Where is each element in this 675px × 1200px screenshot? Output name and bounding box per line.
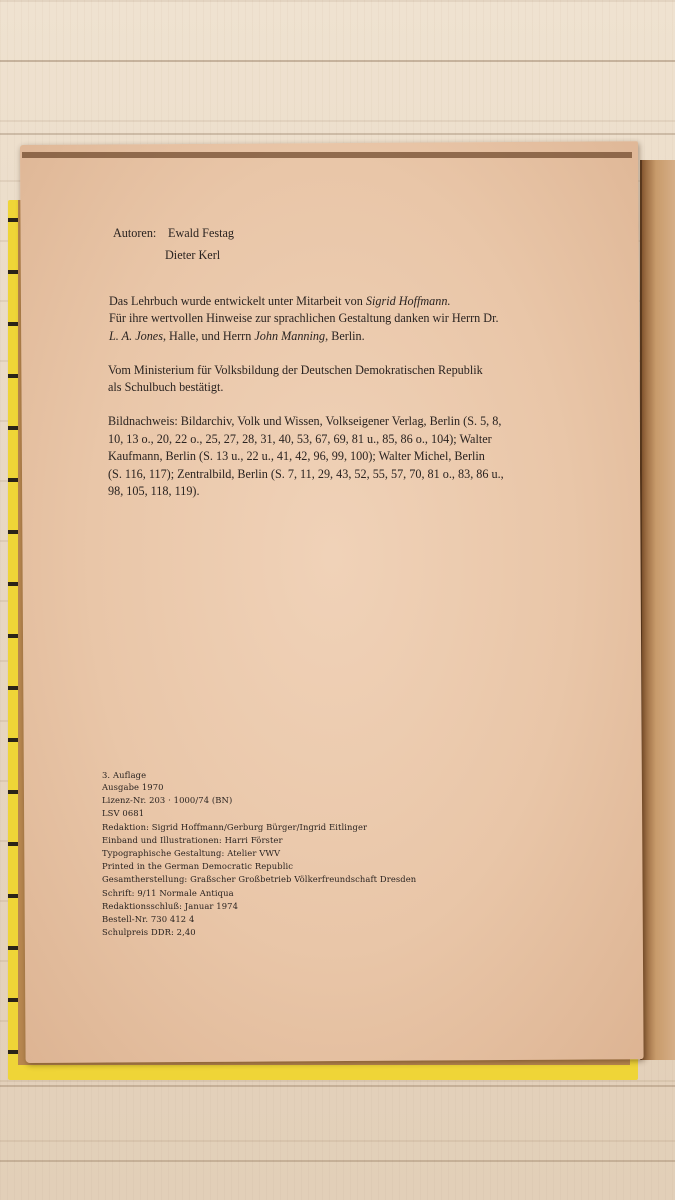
imprint-line: Redaktion: Sigrid Hoffmann/Gerburg Bürger/Ingrid Eitlinger (102, 822, 368, 832)
imprint-line: Typographische Gestaltung: Atelier VWV (102, 848, 281, 858)
picture-credits-line: Kaufmann, Berlin (S. 13 u., 22 u., 41, 42, 96, 99, 100); Walter Michel, Berlin (108, 449, 485, 463)
imprint-line: Bestell-Nr. 730 412 4 (102, 914, 195, 924)
picture-credits-line: 10, 13 o., 20, 22 o., 25, 27, 28, 31, 40, 53, 67, 69, 81 u., 85, 86 o., 104); Walter (108, 432, 492, 446)
imprint-line: 3. Auflage (102, 770, 147, 780)
picture-credits-line: (S. 116, 117); Zentralbild, Berlin (S. 7, 11, 29, 43, 52, 55, 57, 70, 81 o., 83, 86 u., (108, 467, 504, 481)
imprint-line: Redaktionsschluß: Januar 1974 (102, 901, 239, 911)
authors-label: Autoren: (113, 226, 157, 240)
acknowledgement-line (109, 292, 451, 311)
author-name: Dieter Kerl (165, 248, 221, 262)
imprint-line: Printed in the German Democratic Republic (102, 861, 294, 871)
wood-seam (0, 60, 675, 62)
advisor-name: L. A. Jones (109, 329, 163, 343)
book-back-board (640, 160, 675, 1060)
collaborator-name: Sigrid Hoffmann. (365, 294, 451, 308)
picture-credits-line: 98, 105, 118, 119). (108, 484, 200, 498)
imprint-line: Schulpreis DDR: 2,40 (102, 927, 196, 937)
imprint-line: Gesamtherstellung: Graßscher Großbetrieb Völkerfreundschaft Dresden (102, 874, 417, 884)
acknowledgement-text: Das Lehrbuch wurde entwickelt unter Mitarbeit von (109, 294, 366, 308)
acknowledgement-text: , Berlin. (325, 329, 365, 343)
imprint-line: Ausgabe 1970 (102, 782, 164, 792)
approval-line: als Schulbuch bestätigt. (108, 380, 224, 394)
imprint-line: Schrift: 9/11 Normale Antiqua (102, 888, 234, 898)
advisor-name: John Manning (254, 329, 326, 343)
picture-credits-line: Bildnachweis: Bildarchiv, Volk und Wissen, Volkseigener Verlag, Berlin (S. 5, 8, (108, 414, 502, 428)
wood-seam (0, 1160, 675, 1162)
acknowledgement-text: , Halle, und Herrn (162, 329, 255, 343)
imprint-line: LSV 0681 (102, 808, 145, 818)
imprint-line: Lizenz-Nr. 203 · 1000/74 (BN) (102, 795, 233, 805)
page-top-edge (22, 152, 632, 158)
acknowledgement-line (109, 327, 365, 346)
wood-seam (0, 133, 675, 135)
imprint-line: Einband und Illustrationen: Harri Förster (102, 835, 283, 845)
approval-line: Vom Ministerium für Volksbildung der Deutschen Demokratischen Republik (108, 363, 483, 377)
acknowledgement-line: Für ihre wertvollen Hinweise zur sprachlichen Gestaltung danken wir Herrn Dr. (109, 311, 499, 325)
wood-seam (0, 1085, 675, 1087)
author-name: Ewald Festag (168, 226, 235, 240)
